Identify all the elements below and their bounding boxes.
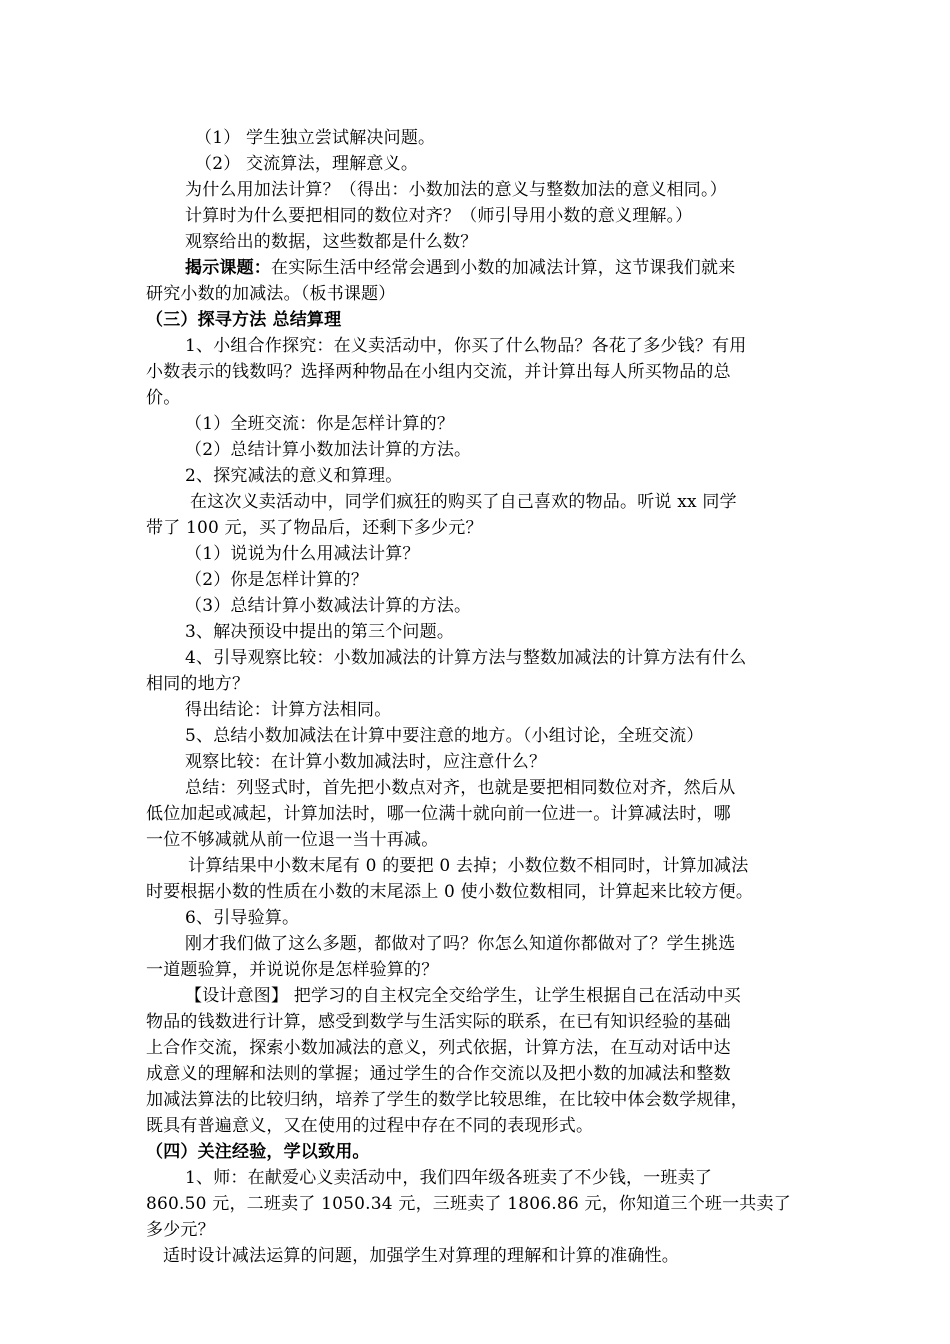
text-line: 5、总结小数加减法在计算中要注意的地方。（小组讨论，全班交流）	[185, 726, 704, 746]
text-line: 物品的钱数进行计算，感受到数学与生活实际的联系，在已有知识经验的基础	[146, 1012, 731, 1032]
text-line: 3、解决预设中提出的第三个问题。	[185, 622, 455, 642]
text-line: 计算时为什么要把相同的数位对齐？（师引导用小数的意义理解。）	[185, 206, 693, 226]
text-line: （1）说说为什么用减法计算？	[185, 544, 420, 564]
bold-label: 揭示课题：	[185, 258, 271, 278]
text-line: （3）总结计算小数减法计算的方法。	[185, 596, 472, 616]
text-line: 时要根据小数的性质在小数的末尾添上 0 使小数位数相同，计算起来比较方便。	[146, 882, 754, 902]
text-line: （1）全班交流：你是怎样计算的？	[185, 414, 455, 434]
text-line: （2） 交流算法，理解意义。	[195, 154, 419, 174]
text-line: 总结：列竖式时，首先把小数点对齐，也就是要把相同数位对齐，然后从	[185, 778, 736, 798]
text-line: 1、小组合作探究：在义卖活动中，你买了什么物品？各花了多少钱？有用	[185, 336, 747, 356]
text-line: 价。	[146, 388, 181, 408]
text-line: （2）你是怎样计算的？	[185, 570, 369, 590]
text-line: 刚才我们做了这么多题，都做对了吗？你怎么知道你都做对了？学生挑选	[185, 934, 736, 954]
section-heading: （四）关注经验，学以致用。	[146, 1142, 370, 1162]
text-line: 1、师：在献爱心义卖活动中，我们四年级各班卖了不少钱，一班卖了	[185, 1168, 713, 1188]
section-heading: （三）探寻方法 总结算理	[146, 310, 342, 330]
text-line: （1） 学生独立尝试解决问题。	[195, 128, 436, 148]
text-line: 低位加起或减起，计算加法时，哪一位满十就向前一位进一。计算减法时，哪	[146, 804, 731, 824]
text-line: 成意义的理解和法则的掌握；通过学生的合作交流以及把小数的加减法和整数	[146, 1064, 731, 1084]
text-line: 为什么用加法计算？（得出：小数加法的意义与整数加法的意义相同。）	[185, 180, 727, 200]
text-line	[185, 255, 797, 281]
text-line: 在这次义卖活动中，同学们疯狂的购买了自己喜欢的物品。听说 xx 同学	[190, 492, 737, 512]
text-line: 6、引导验算。	[185, 908, 300, 928]
text-line: 加减法算法的比较归纳，培养了学生的数学比较思维，在比较中体会数学规律，	[146, 1090, 748, 1110]
text-line: 一位不够减就从前一位退一当十再减。	[146, 830, 439, 850]
text-line: 【设计意图】 把学习的自主权完全交给学生，让学生根据自己在活动中买	[185, 986, 742, 1006]
text-line: 小数表示的钱数吗？选择两种物品在小组内交流，并计算出每人所买物品的总	[146, 362, 731, 382]
text-line: 上合作交流，探索小数加减法的意义，列式依据，计算方法，在互动对话中达	[146, 1038, 731, 1058]
text-line: 计算结果中小数末尾有 0 的要把 0 去掉；小数位数不相同时，计算加减法	[188, 856, 749, 876]
text-line: 既具有普遍意义，又在使用的过程中存在不同的表现形式。	[146, 1116, 594, 1136]
text-line: 860.50 元，二班卖了 1050.34 元，三班卖了 1806.86 元，你知道三个班一共卖了	[146, 1194, 791, 1214]
text-line: 相同的地方？	[146, 674, 250, 694]
text-line: 一道题验算，并说说你是怎样验算的？	[146, 960, 439, 980]
text-line: 4、引导观察比较：小数加减法的计算方法与整数加减法的计算方法有什么	[185, 648, 747, 668]
text-line: 2、探究减法的意义和算理。	[185, 466, 403, 486]
text-line: 适时设计减法运算的问题，加强学生对算理的理解和计算的准确性。	[163, 1246, 679, 1266]
text-line: 观察给出的数据，这些数都是什么数？	[185, 232, 478, 252]
text-line: 观察比较：在计算小数加减法时，应注意什么？	[185, 752, 547, 772]
text-line: 多少元？	[146, 1220, 215, 1240]
text-line: 带了 100 元，买了物品后，还剩下多少元？	[146, 518, 483, 538]
text-line: 得出结论：计算方法相同。	[185, 700, 392, 720]
text-line: 研究小数的加减法。（板书课题）	[146, 284, 396, 304]
text-line: （2）总结计算小数加法计算的方法。	[185, 440, 472, 460]
text-span: 在实际生活中经常会遇到小数的加减法计算，这节课我们就来	[271, 258, 736, 278]
